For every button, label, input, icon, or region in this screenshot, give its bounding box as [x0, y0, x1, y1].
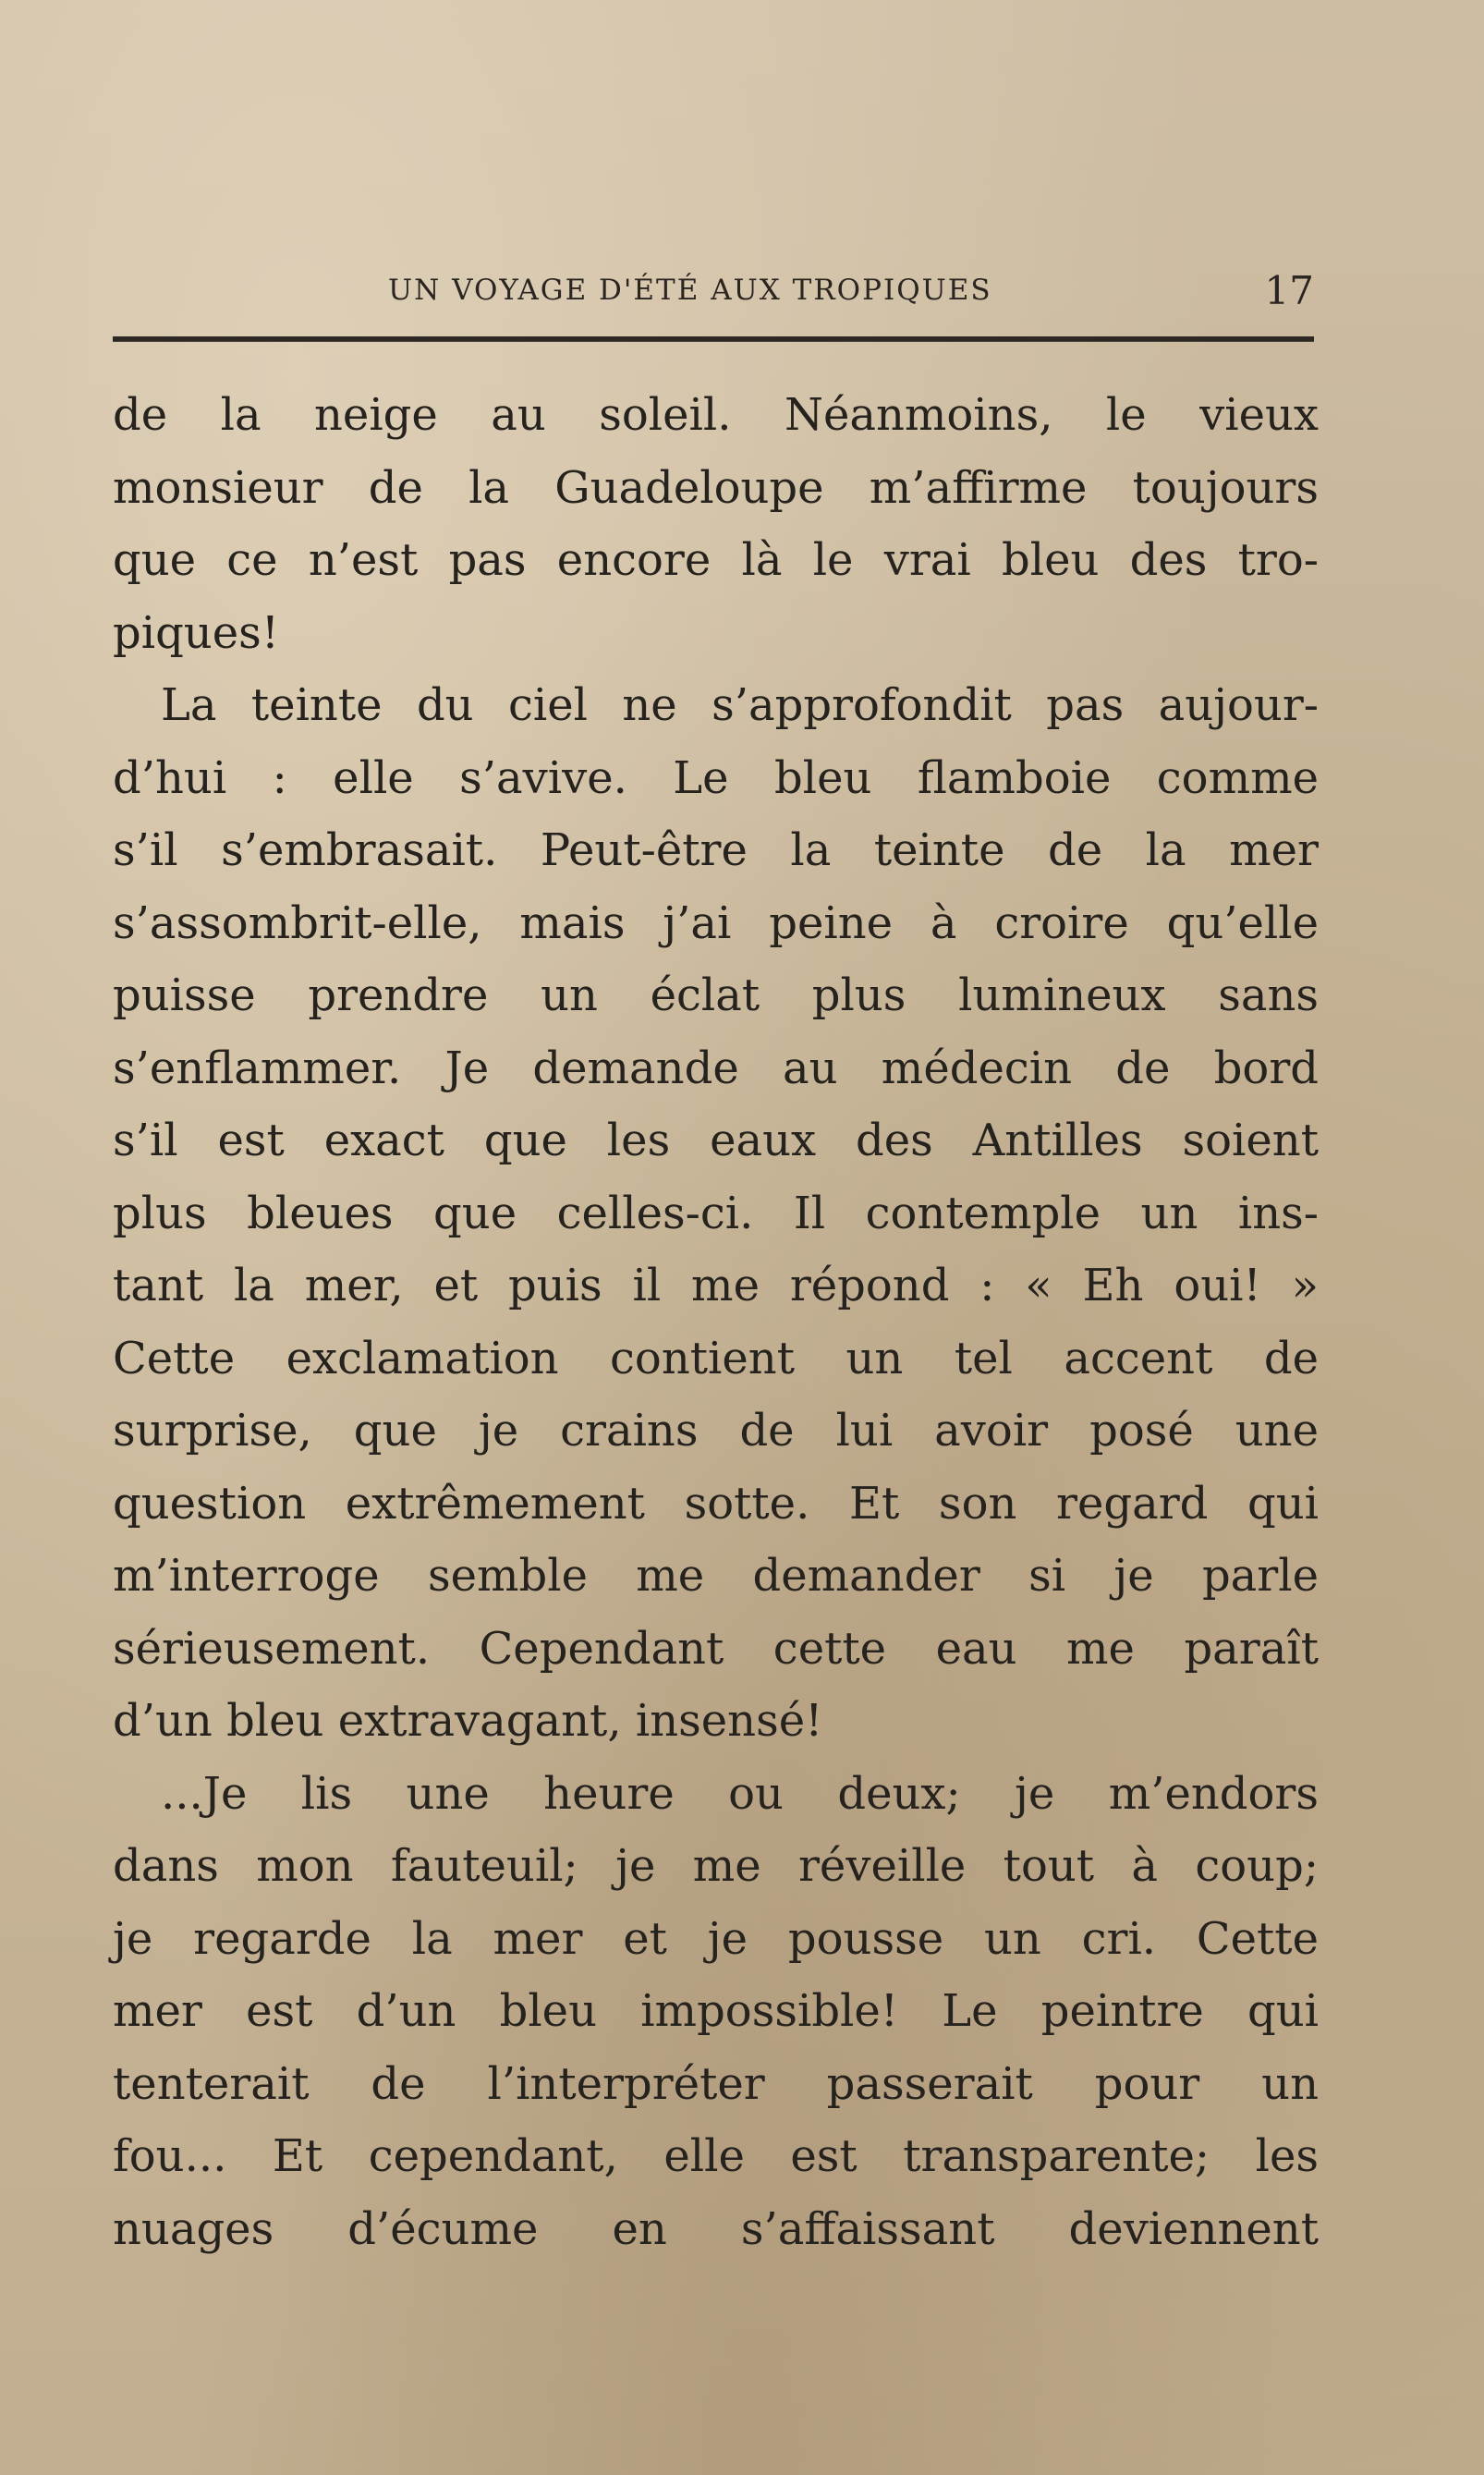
- text-line: dans mon fauteuil; je me réveille tout à coup;: [113, 1840, 1319, 1892]
- text-line: puisse prendre un éclat plus lumineux sans: [113, 969, 1319, 1021]
- text-line: piques!: [113, 606, 280, 659]
- body-text: [113, 379, 1319, 2265]
- text-line: que ce n’est pas encore là le vrai bleu des tro-: [113, 534, 1319, 586]
- text-line: mer est d’un bleu impossible! Le peintre qui: [113, 1985, 1319, 2037]
- text-line: d’hui : elle s’avive. Le bleu flamboie comme: [113, 751, 1319, 804]
- text-line: plus bleues que celles-ci. Il contemple un ins-: [113, 1187, 1319, 1239]
- text-line: je regarde la mer et je pousse un cri. Cette: [113, 1912, 1319, 1965]
- text-line: question extrêmement sotte. Et son regard qui: [113, 1477, 1319, 1530]
- text-line: s’enflammer. Je demande au médecin de bord: [113, 1042, 1319, 1094]
- header-rule: [113, 336, 1314, 342]
- running-title: UN VOYAGE D'ÉTÉ AUX TROPIQUES: [388, 274, 992, 307]
- text-line: fou... Et cependant, elle est transparente; les: [113, 2130, 1319, 2182]
- text-line: de la neige au soleil. Néanmoins, le vieux: [113, 389, 1319, 441]
- text-line: ...Je lis une heure ou deux; je m’endors: [161, 1767, 1319, 1820]
- text-line: monsieur de la Guadeloupe m’affirme toujours: [113, 461, 1319, 514]
- text-line: tant la mer, et puis il me répond : « Eh oui! »: [113, 1260, 1319, 1311]
- text-line: surprise, que je crains de lui avoir posé une: [113, 1405, 1319, 1457]
- text-line: Cette exclamation contient un tel accent de: [113, 1332, 1319, 1384]
- text-line: s’il est exact que les eaux des Antilles soient: [113, 1115, 1319, 1166]
- text-line: d’un bleu extravagant, insensé!: [113, 1695, 823, 1747]
- text-line: m’interroge semble me demander si je parle: [113, 1550, 1319, 1602]
- text-line: sérieusement. Cependant cette eau me paraît: [113, 1622, 1319, 1675]
- text-line: nuages d’écume en s’affaissant deviennent: [113, 2202, 1319, 2255]
- text-line: s’assombrit-elle, mais j’ai peine à croire qu’elle: [113, 896, 1319, 949]
- text-line: La teinte du ciel ne s’approfondit pas aujour-: [161, 679, 1319, 731]
- page-number: 17: [1264, 268, 1314, 313]
- text-line: s’il s’embrasait. Peut-être la teinte de la mer: [113, 824, 1319, 876]
- text-line: tenterait de l’interpréter passerait pour un: [113, 2057, 1319, 2110]
- page-header: [113, 268, 1314, 323]
